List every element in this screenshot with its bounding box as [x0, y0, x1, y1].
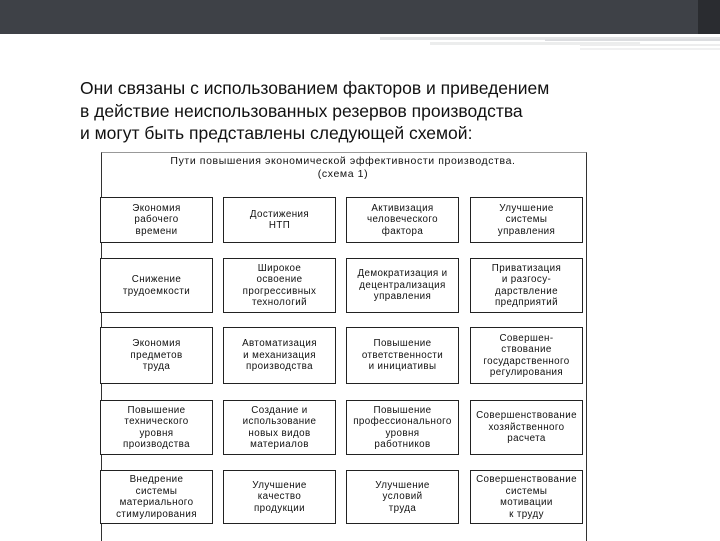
intro-line-2: в действие неиспользованных резервов производства [80, 100, 523, 121]
scheme-box: Снижение трудоемкости [100, 258, 213, 313]
decor-line [545, 39, 720, 41]
scheme-box: Повышение профессионального уровня работников [346, 400, 459, 455]
scheme-box: Активизация человеческого фактора [346, 197, 459, 243]
scheme-box: Демократизация и децентрализация управления [346, 258, 459, 313]
slide-header-bar [0, 0, 720, 34]
scheme-box: Широкое освоение прогрессивных технологий [223, 258, 336, 313]
scheme-box: Экономия рабочего времени [100, 197, 213, 243]
scheme-box: Автоматизация и механизация производства [223, 327, 336, 384]
scheme-box: Улучшение качество продукции [223, 470, 336, 524]
intro-text [80, 77, 680, 145]
intro-line-3: и могут быть представлены следующей схемой: [80, 123, 473, 143]
slide-header-cap [698, 0, 720, 34]
scheme-title-line-1: Пути повышения экономической эффективности производства. [170, 155, 516, 167]
scheme-box: Внедрение системы материального стимулирования [100, 470, 213, 524]
decor-line [580, 44, 720, 46]
scheme-title [101, 155, 585, 181]
scheme-title-line-2: (схема 1) [317, 168, 369, 180]
scheme-box: Приватизация и разгосу- дарствление предприятий [470, 258, 583, 313]
scheme-box: Создание и использование новых видов материалов [223, 400, 336, 455]
scheme-box: Достижения НТП [223, 197, 336, 243]
scheme-box: Улучшение системы управления [470, 197, 583, 243]
scheme-box: Совершенствование хозяйственного расчета [470, 400, 583, 455]
scheme-box: Повышение технического уровня производства [100, 400, 213, 455]
decor-line [580, 48, 720, 50]
scheme-box: Экономия предметов труда [100, 327, 213, 384]
scheme-box: Совершен- ствование государственного регулирования [470, 327, 583, 384]
scheme-box: Улучшение условий труда [346, 470, 459, 524]
scheme-box: Совершенствование системы мотивации к труду [470, 470, 583, 524]
intro-line-1: Они связаны с использованием факторов и приведением [80, 78, 550, 98]
scheme-box: Повышение ответственности и инициативы [346, 327, 459, 384]
